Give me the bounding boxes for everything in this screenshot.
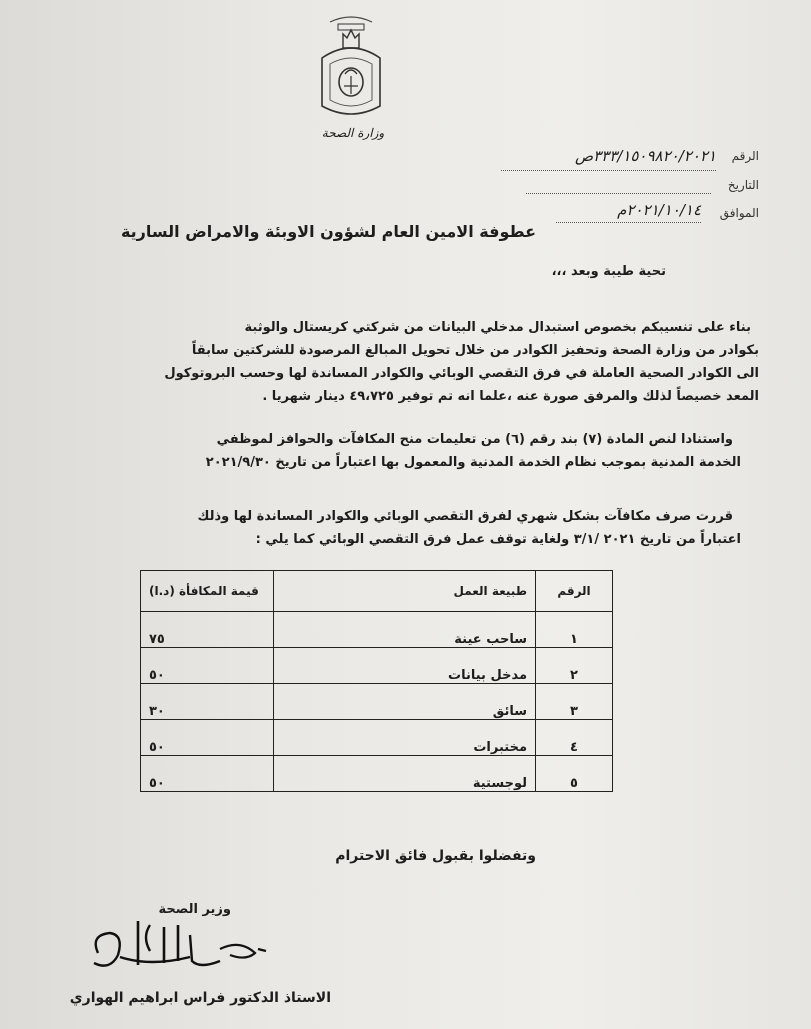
date-line bbox=[526, 193, 711, 194]
ref-value: ٣٣٣/١٥٠٩٨٢٠/٢٠٢١ص bbox=[574, 147, 716, 165]
table-row bbox=[141, 612, 613, 648]
table-header-row bbox=[141, 571, 613, 612]
para2-line1: واستنادا لنص المادة (٧) بند رقم (٦) من تعليمات منح المكافآت والحوافز لموظفي bbox=[216, 432, 733, 447]
rewards-table bbox=[140, 570, 613, 792]
coat-of-arms-icon bbox=[316, 8, 386, 128]
row-job-type: سائق bbox=[274, 684, 536, 720]
table-row bbox=[141, 648, 613, 684]
header-reward-value: قيمة المكافأة (د.ا) bbox=[141, 571, 274, 612]
ministry-name: وزارة الصحة bbox=[321, 126, 385, 140]
row-number: ١ bbox=[536, 612, 613, 648]
para1-line2: بكوادر من وزارة الصحة وتحفيز الكوادر من خلال تحويل المبالغ المرصودة للشركتين سابقاً bbox=[191, 343, 759, 358]
row-number: ٣ bbox=[536, 684, 613, 720]
table-row bbox=[141, 684, 613, 720]
date-label: التاريخ bbox=[727, 178, 759, 192]
signatory-name: الاستاذ الدكتور فراس ابراهيم الهواري bbox=[69, 990, 331, 1006]
row-job-type: مدخل بيانات bbox=[274, 648, 536, 684]
row-reward-value: ٥٠ bbox=[141, 756, 274, 792]
row-reward-value: ٥٠ bbox=[141, 648, 274, 684]
row-job-type: ساحب عينة bbox=[274, 612, 536, 648]
ref-label: الرقم bbox=[731, 149, 759, 163]
row-number: ٤ bbox=[536, 720, 613, 756]
minister-title: وزير الصحة bbox=[158, 902, 231, 917]
row-reward-value: ٣٠ bbox=[141, 684, 274, 720]
row-reward-value: ٥٠ bbox=[141, 720, 274, 756]
para2-line2: الخدمة المدنية بموجب نظام الخدمة المدنية والمعمول بها اعتباراً من تاريخ ٢٠٢١/٩/٣٠ bbox=[205, 455, 741, 470]
greeting: تحية طيبة وبعد ،،، bbox=[551, 264, 666, 279]
signature-image bbox=[80, 905, 280, 995]
table-row bbox=[141, 756, 613, 792]
para1-line4: المعد خصيصاً لذلك والمرفق صورة عنه ،علما انه تم توفير ٤٩،٧٢٥ دينار شهريا . bbox=[262, 389, 759, 404]
para3-line1: قررت صرف مكافآت بشكل شهري لفرق التقصي الوبائي والكوادر المساندة لها وذلك bbox=[197, 509, 733, 524]
row-reward-value: ٧٥ bbox=[141, 612, 274, 648]
row-job-type: لوجستية bbox=[274, 756, 536, 792]
header-job-type: طبيعة العمل bbox=[274, 571, 536, 612]
hijri-label: الموافق bbox=[719, 206, 759, 220]
hijri-line bbox=[556, 222, 701, 223]
row-job-type: مختبرات bbox=[274, 720, 536, 756]
hijri-value: ٢٠٢١/١٠/١٤م bbox=[617, 201, 701, 219]
closing: وتفضلوا بقبول فائق الاحترام bbox=[335, 848, 536, 864]
para3-line2: اعتباراً من تاريخ ٢٠٢١ /٣/١ ولغاية توقف عمل فرق التقصي الوبائي كما يلي : bbox=[255, 532, 741, 547]
ref-line bbox=[501, 170, 716, 171]
header-number: الرقم bbox=[536, 571, 613, 612]
row-number: ٥ bbox=[536, 756, 613, 792]
para1-line3: الى الكوادر الصحية العاملة في فرق التقصي الوبائي والكوادر المساندة لها وحسب البروتوكول bbox=[164, 366, 759, 381]
addressee: عطوفة الامين العام لشؤون الاوبئة والامراض السارية bbox=[120, 222, 536, 241]
table-row bbox=[141, 720, 613, 756]
row-number: ٢ bbox=[536, 648, 613, 684]
para1-line1: بناء على تنسيبكم بخصوص استبدال مدخلي البيانات من شركتي كريستال والوثبة bbox=[244, 320, 751, 335]
